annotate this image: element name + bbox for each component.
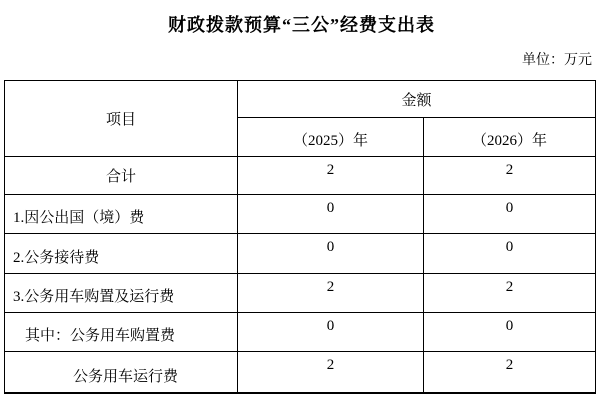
table-row [5,274,596,313]
page-title: 财政拨款预算“三公”经费支出表 [168,15,435,35]
row-label: 1.因公出国（境）费 [5,195,238,234]
row-value-2026: 0 [424,313,596,352]
row-label: 其中：公务用车购置费 [5,313,238,352]
row-value-2025: 2 [238,352,424,393]
row-value-2026: 0 [424,234,596,274]
header-year-2025: （2025）年 [238,118,424,157]
table-row [5,195,596,234]
row-label-total: 合计 [5,157,238,195]
row-label: 2.公务接待费 [5,234,238,274]
row-value-2025: 0 [238,195,424,234]
row-value-2026: 2 [424,274,596,313]
row-value-2026: 0 [424,195,596,234]
table-row [5,234,596,274]
budget-table [4,80,596,394]
header-row-amount [5,81,596,118]
header-year-2026: （2026）年 [424,118,596,157]
header-amount: 金额 [238,81,596,118]
header-item: 项目 [5,81,238,157]
table-row [5,313,596,352]
unit-label: 单位：万元 [522,53,592,68]
table-row [5,352,596,393]
row-value-2025: 2 [238,274,424,313]
row-value-2025: 0 [238,234,424,274]
row-value-2026: 2 [424,157,596,195]
row-value-2025: 2 [238,157,424,195]
row-value-2025: 0 [238,313,424,352]
row-value-2026: 2 [424,352,596,393]
table-row-total [5,157,596,195]
row-label: 公务用车运行费 [5,352,238,393]
row-label: 3.公务用车购置及运行费 [5,274,238,313]
